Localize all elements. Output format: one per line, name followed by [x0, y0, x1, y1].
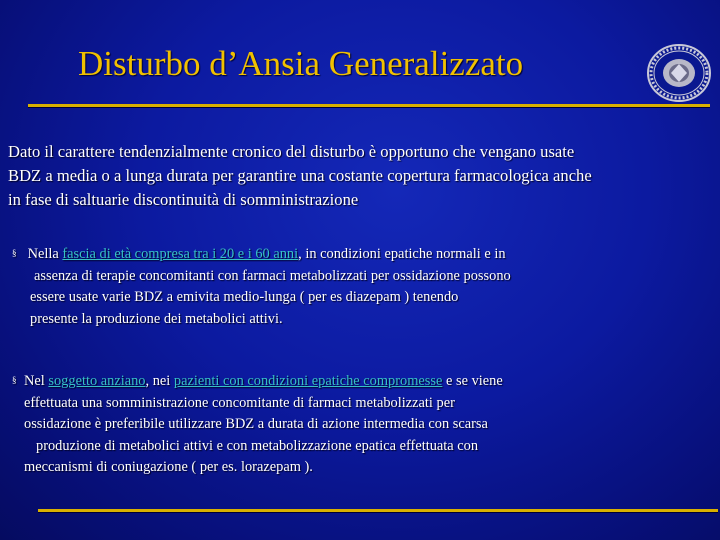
bullet-first-line [12, 243, 652, 266]
bullet-text: Nel [24, 373, 49, 389]
bullet-text: , in condizioni epatiche normali e in [298, 246, 506, 262]
intro-line: in fase di saltuarie discontinuità di somministrazione [8, 190, 359, 209]
intro-line: BDZ a media o a lunga durata per garantire una costante copertura farmacologica anche [8, 166, 592, 185]
bullet-text: , nei [145, 373, 174, 389]
bullet-first-line [12, 370, 662, 393]
bullet-line: essere usate varie BDZ a emivita medio-lunga ( per es diazepam ) tenendo [30, 289, 459, 305]
university-seal-icon [644, 42, 714, 104]
bullet-text: Nella [27, 246, 63, 262]
bullet-line: ossidazione è preferibile utilizzare BDZ a durata di azione intermedia con scarsa [24, 416, 488, 432]
bullet-elderly-patients [12, 370, 662, 479]
bottom-rule [38, 509, 718, 512]
title-underline [28, 104, 710, 107]
elderly-link[interactable]: soggetto anziano [48, 373, 146, 389]
bullet-line: produzione di metabolici attivi e con metabolizzazione epatica effettuata con [36, 437, 479, 454]
bullet-marker: § [12, 375, 17, 385]
bullet-text: e se viene [442, 373, 503, 389]
bullet-adult-patients [12, 243, 652, 330]
slide-title: Disturbo d’Ansia Generalizzato [78, 44, 524, 83]
bullet-line: assenza di terapie concomitanti con farmaci metabolizzati per ossidazione possono [34, 267, 511, 284]
intro-paragraph [8, 140, 716, 212]
intro-line: Dato il carattere tendenzialmente cronico del disturbo è opportuno che vengano usate [8, 142, 575, 161]
bullet-marker: § [12, 248, 17, 258]
age-range-link[interactable]: fascia di età compresa tra i 20 e i 60 anni [62, 246, 299, 262]
bullet-line: meccanismi di coniugazione ( per es. lorazepam ). [24, 459, 313, 475]
bullet-line: presente la produzione dei metabolici attivi. [30, 310, 283, 327]
bullet-line: effettuata una somministrazione concomitante di farmaci metabolizzati per [24, 394, 455, 411]
hepatic-patients-link[interactable]: pazienti con condizioni epatiche compromesse [173, 373, 443, 389]
